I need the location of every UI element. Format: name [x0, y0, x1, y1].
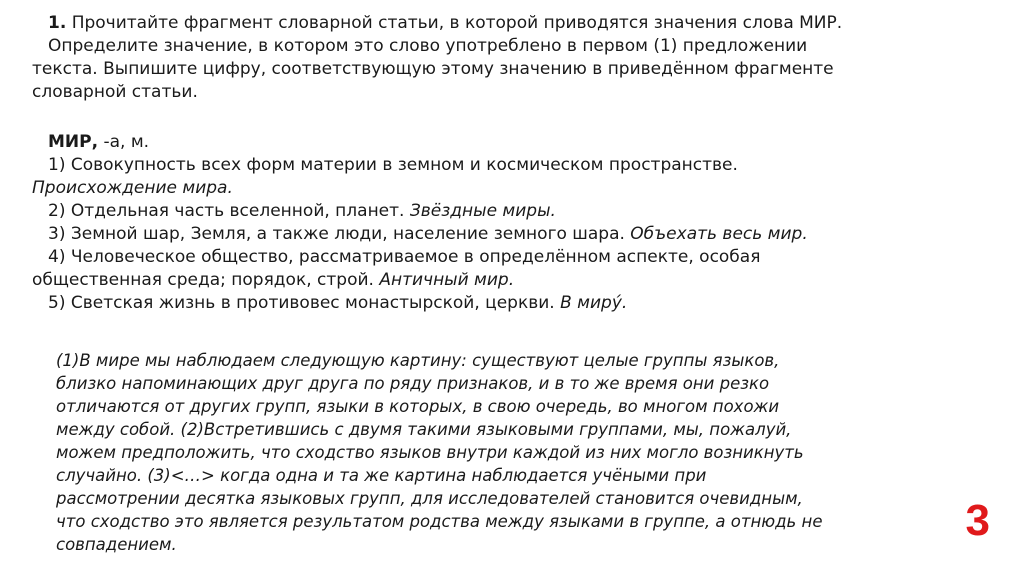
entry-grammar: -а, м.	[103, 132, 150, 152]
meaning-text: Земной шар, Земля, а также люди, население земного шара.	[70, 224, 625, 244]
text-passage	[56, 349, 936, 556]
meaning-1	[32, 154, 962, 177]
meaning-number: 5)	[48, 293, 66, 313]
passage-line: рассмотрении десятка языковых групп, для исследователей становится очевидным,	[56, 489, 803, 508]
meaning-4-continuation	[32, 269, 962, 292]
meaning-number: 1)	[48, 155, 66, 175]
meaning-text: Совокупность всех форм материи в земном и космическом пространстве.	[70, 155, 738, 175]
task-text-1: Прочитайте фрагмент словарной статьи, в которой приводятся значения слова МИР.	[71, 13, 843, 33]
passage-line: случайно. (3)<…> когда одна и та же картина наблюдается учёными при	[56, 466, 707, 485]
meaning-example: Античный мир.	[379, 270, 515, 290]
passage-line: (1)В мире мы наблюдаем следующую картину: существуют целые группы языков,	[56, 351, 780, 370]
meaning-3	[32, 223, 962, 246]
task-line-2: Определите значение, в котором это слово употреблено в первом (1) предложении	[48, 36, 808, 56]
meaning-example: Звёздные миры.	[409, 201, 556, 221]
passage-line: между собой. (2)Встретившись с двумя такими языковыми группами, мы, пожалуй,	[56, 420, 792, 439]
meaning-text-continued: общественная среда; порядок, строй.	[32, 270, 374, 290]
meaning-2	[32, 200, 962, 223]
passage-line: можем предположить, что сходство языков внутри каждой из них могло возникнуть	[56, 443, 804, 462]
meaning-number: 2)	[48, 201, 66, 221]
meaning-number: 3)	[48, 224, 66, 244]
meaning-example: Происхождение мира.	[32, 178, 233, 198]
meaning-text: Человеческое общество, рассматриваемое в определённом аспекте, особая	[70, 247, 761, 267]
page-number: 3	[965, 496, 990, 545]
entry-header	[32, 131, 962, 154]
task-instructions	[32, 12, 962, 104]
passage-line: совпадением.	[56, 535, 177, 554]
meaning-example: Объехать весь мир.	[630, 224, 808, 244]
dictionary-entry	[32, 131, 962, 315]
meaning-5	[32, 292, 962, 315]
task-line-4: словарной статьи.	[32, 82, 198, 102]
meaning-text: Светская жизнь в противовес монастырской, церкви.	[70, 293, 555, 313]
passage-line: что сходство это является результатом родства между языками в группе, а отнюдь не	[56, 512, 823, 531]
meaning-4	[32, 246, 962, 269]
meaning-1-example-line	[32, 177, 962, 200]
entry-headword: МИР,	[48, 132, 99, 152]
task-line-1	[32, 12, 962, 35]
passage-line: отличаются от других групп, языки в которых, в свою очередь, во многом похожи	[56, 397, 780, 416]
task-number: 1.	[48, 13, 67, 33]
task-line-3: текста. Выпишите цифру, соответствующую этому значению в приведённом фрагменте	[32, 59, 834, 79]
meaning-example: В миру́.	[560, 293, 628, 313]
meaning-number: 4)	[48, 247, 66, 267]
passage-line: близко напоминающих друг друга по ряду признаков, и в то же время они резко	[56, 374, 770, 393]
meaning-text: Отдельная часть вселенной, планет.	[70, 201, 405, 221]
